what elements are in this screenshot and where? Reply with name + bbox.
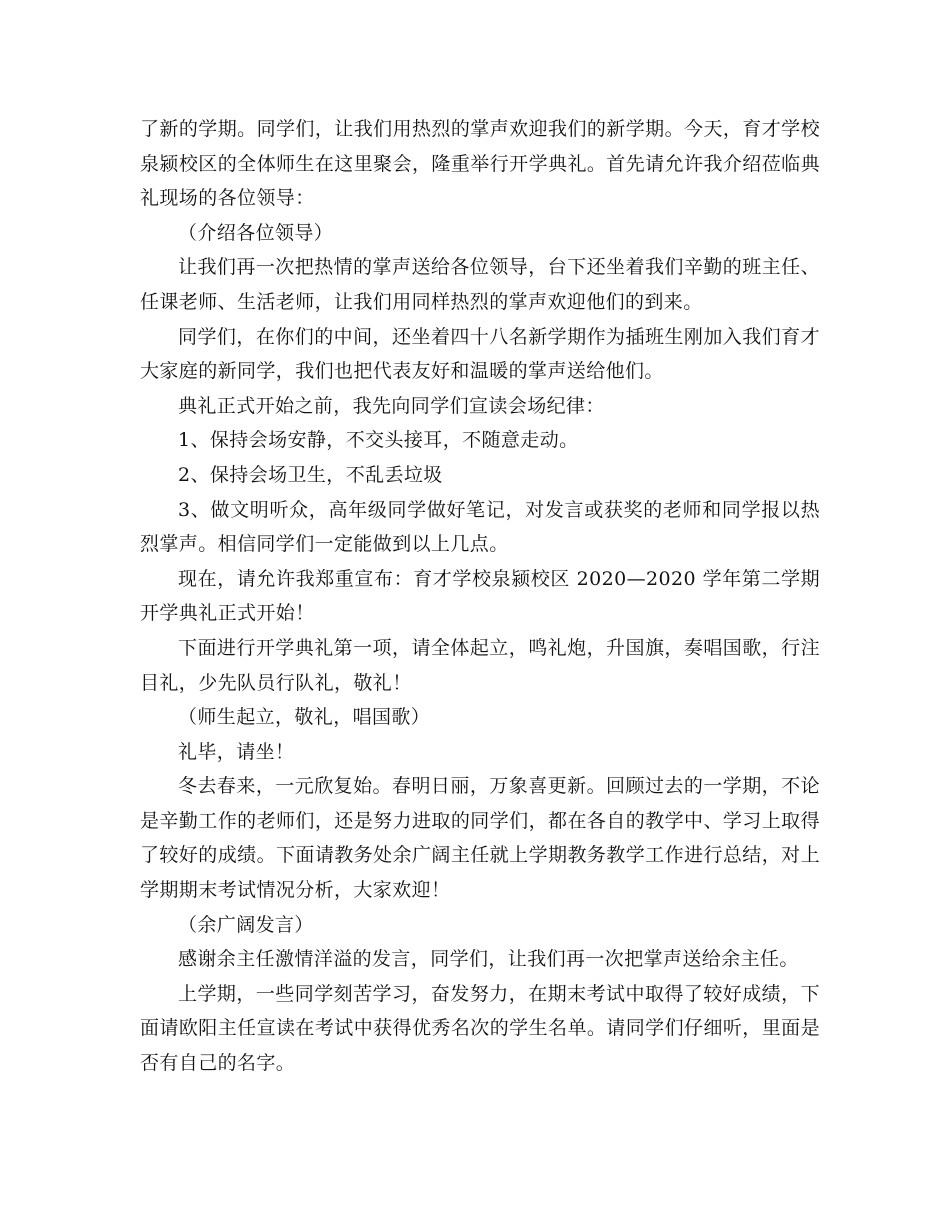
paragraph-6: 现在，请允许我郑重宣布：育才学校泉颍校区 2020—2020 学年第二学期开学典礼正式开始！ [140,567,820,625]
paragraph-11: （余广阔发言） [178,913,314,936]
rule-item-3: 3、做文明听众，高年级同学做好笔记，对发言或获奖的老师和同学报以热烈掌声。相信同学们一定能做到以上几点。 [140,498,820,556]
paragraph-13: 上学期，一些同学刻苦学习，奋发努力，在期末考试中取得了较好成绩，下面请欧阳主任宣读在考试中获得优秀名次的学生名单。请同学们仔细听，里面是否有自己的名字。 [140,982,820,1075]
paragraph-3: 让我们再一次把热情的掌声送给各位领导，台下还坐着我们辛勤的班主任、任课老师、生活老师，让我们用同样热烈的掌声欢迎他们的到来。 [140,256,820,313]
paragraph-9: 礼毕，请坐！ [178,740,295,763]
rule-item-1: 1、保持会场安静，不交头接耳，不随意走动。 [178,429,579,452]
paragraph-12: 感谢余主任激情洋溢的发言，同学们，让我们再一次把掌声送给余主任。 [178,948,799,971]
document-body [140,112,820,1081]
rule-item-2: 2、保持会场卫生，不乱丢垃圾 [178,463,443,486]
paragraph-10: 冬去春来，一元欣复始。春明日丽，万象喜更新。回顾过去的一学期，不论是辛勤工作的老师们，还是努力进取的同学们，都在各自的教学中、学习上取得了较好的成绩。下面请教务处余广阔主任就上学期教务教学工作进行总结，对上学期期末考试情况分析，大家欢迎！ [140,775,820,902]
paragraph-2: （介绍各位领导） [178,221,334,244]
paragraph-7: 下面进行开学典礼第一项，请全体起立，鸣礼炮，升国旗，奏唱国歌，行注目礼，少先队员行队礼，敬礼！ [140,636,820,694]
paragraph-4: 同学们，在你们的中间，还坐着四十八名新学期作为插班生刚加入我们育才大家庭的新同学，我们也把代表友好和温暖的掌声送给他们。 [140,325,820,383]
paragraph-1: 了新的学期。同学们，让我们用热烈的掌声欢迎我们的新学期。今天，育才学校泉颍校区的全体师生在这里聚会，隆重举行开学典礼。首先请允许我介绍莅临典礼现场的各位领导： [140,118,820,210]
paragraph-8: （师生起立，敬礼，唱国歌） [178,706,431,729]
paragraph-5: 典礼正式开始之前，我先向同学们宣读会场纪律： [178,394,605,417]
